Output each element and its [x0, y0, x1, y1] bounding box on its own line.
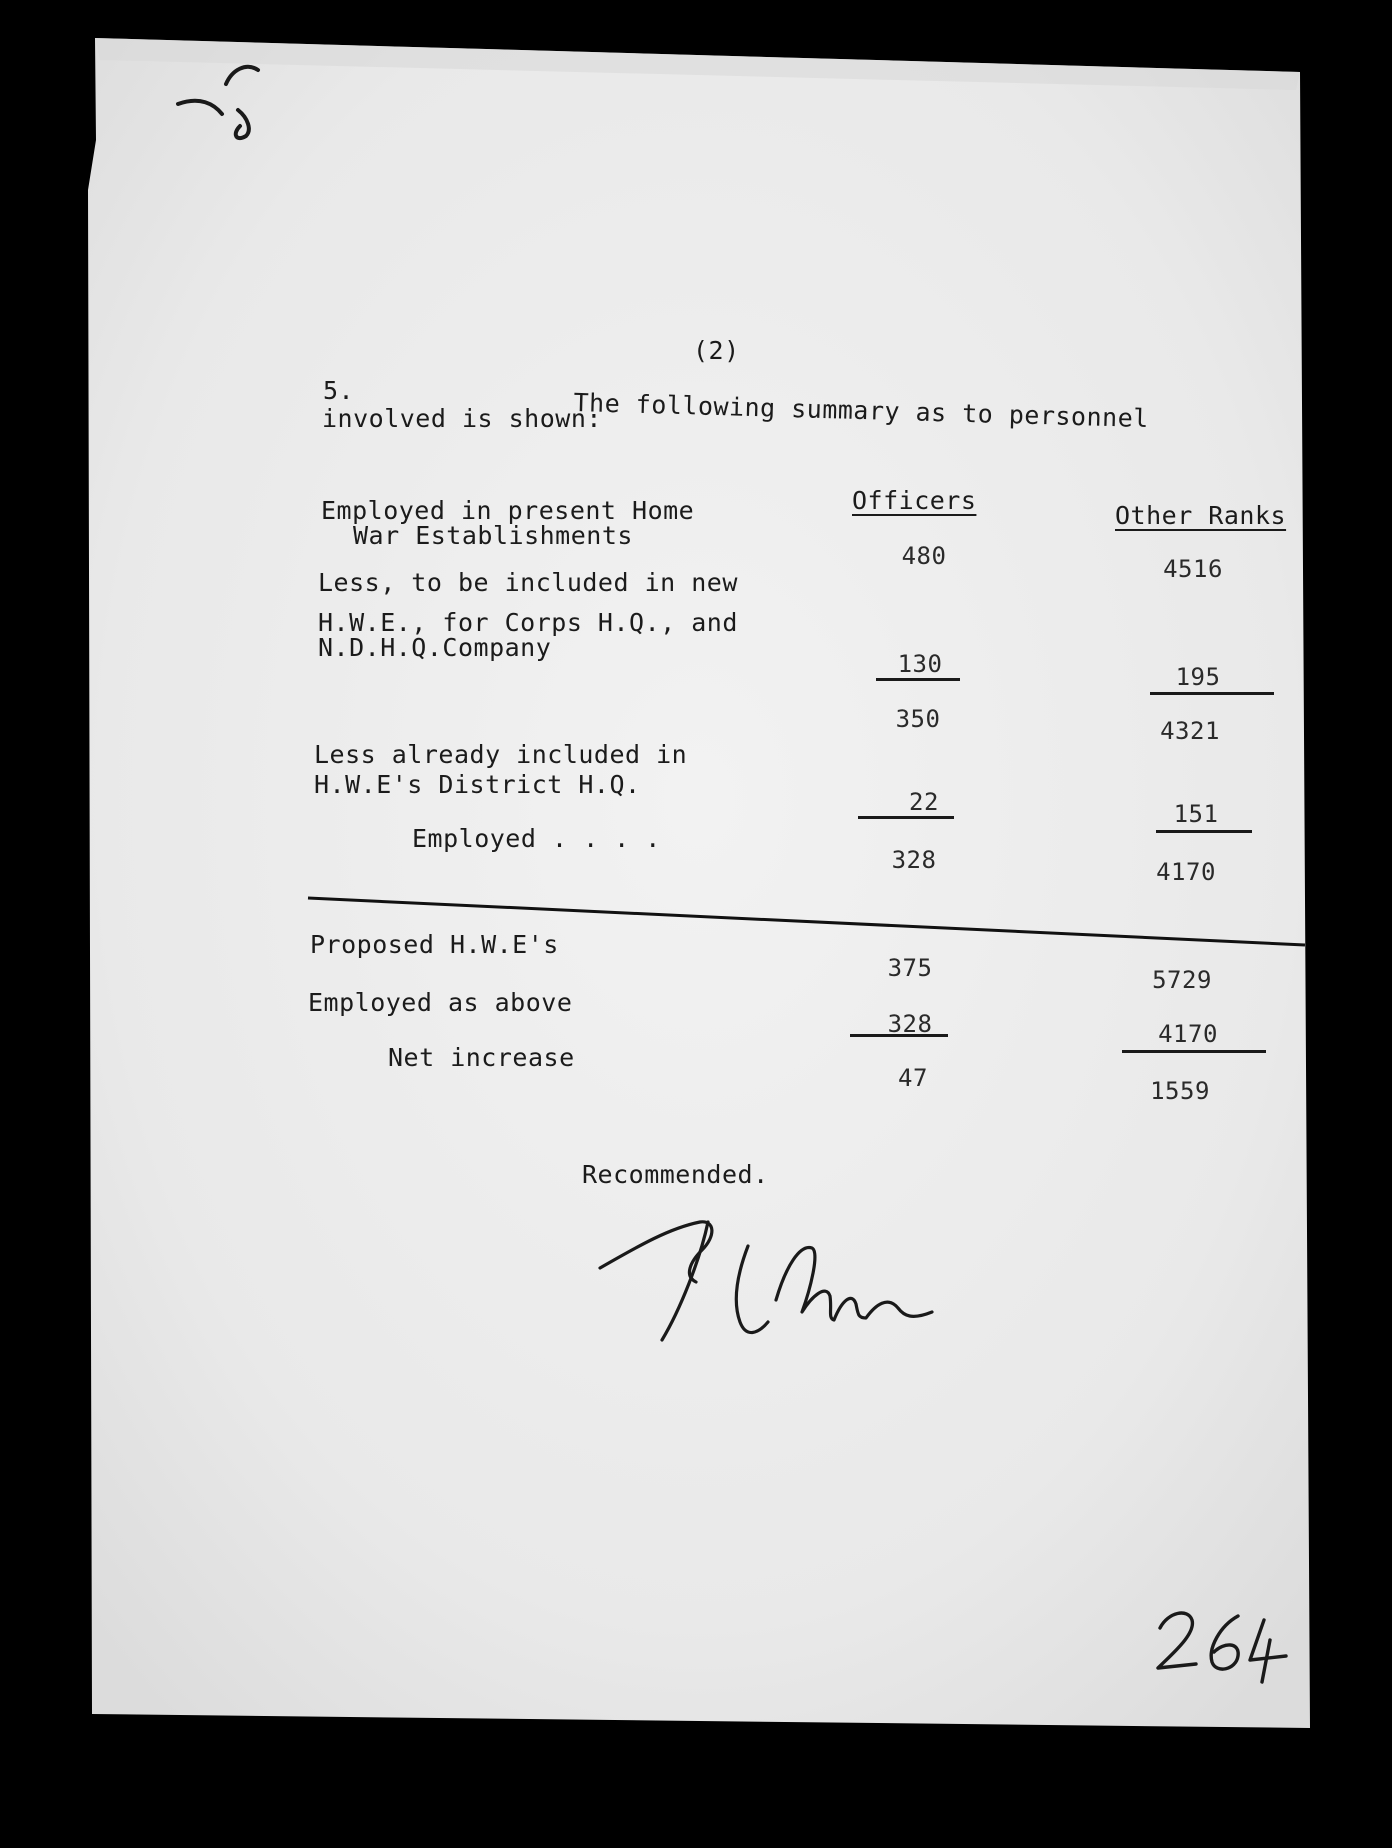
paragraph-number: 5.	[323, 376, 355, 405]
row-label-less-already-2: H.W.E's District H.Q.	[314, 770, 641, 799]
value-net-ranks: 1559	[1150, 1077, 1210, 1105]
page-number: (2)	[693, 336, 740, 365]
value-less-new-ranks: 195	[1175, 663, 1221, 691]
row-label-net-increase: Net increase	[388, 1043, 575, 1072]
column-header-other-ranks: Other Ranks	[1115, 501, 1287, 530]
intro-line-2: involved is shown:	[322, 404, 602, 433]
row-label-less-new-3: N.D.H.Q.Company	[318, 633, 552, 662]
value-employed-officers: 480	[901, 542, 947, 570]
row-label-less-new-2: H.W.E., for Corps H.Q., and	[318, 608, 738, 637]
value-employed-total-officers: 328	[891, 846, 937, 874]
value-less-new-officers: 130	[897, 650, 943, 678]
value-employed-ranks: 4516	[1163, 555, 1223, 583]
intro-line-1: The following summary as to personnel	[573, 388, 1150, 434]
row-label-less-already-1: Less already included in	[314, 740, 688, 769]
value-proposed-ranks: 5729	[1152, 966, 1212, 994]
value-employed-above-officers: 328	[887, 1010, 933, 1038]
value-subtotal-officers: 350	[895, 705, 941, 733]
value-net-officers: 47	[898, 1064, 928, 1092]
row-label-less-new-1: Less, to be included in new	[318, 568, 738, 597]
row-label-employed-above: Employed as above	[308, 988, 573, 1017]
row-label-employed-1: Employed in present Home	[321, 496, 695, 525]
row-label-employed-2: War Establishments	[353, 521, 633, 550]
value-employed-above-ranks: 4170	[1158, 1020, 1218, 1048]
recommended-text: Recommended.	[582, 1160, 769, 1189]
value-employed-total-ranks: 4170	[1156, 858, 1216, 886]
value-less-already-ranks: 151	[1173, 800, 1219, 828]
value-subtotal-ranks: 4321	[1160, 717, 1220, 745]
row-label-proposed: Proposed H.W.E's	[310, 930, 559, 959]
row-label-employed-total: Employed . . . .	[412, 824, 661, 853]
value-less-already-officers: 22	[909, 788, 939, 816]
value-proposed-officers: 375	[887, 954, 933, 982]
column-header-officers: Officers	[852, 486, 977, 515]
